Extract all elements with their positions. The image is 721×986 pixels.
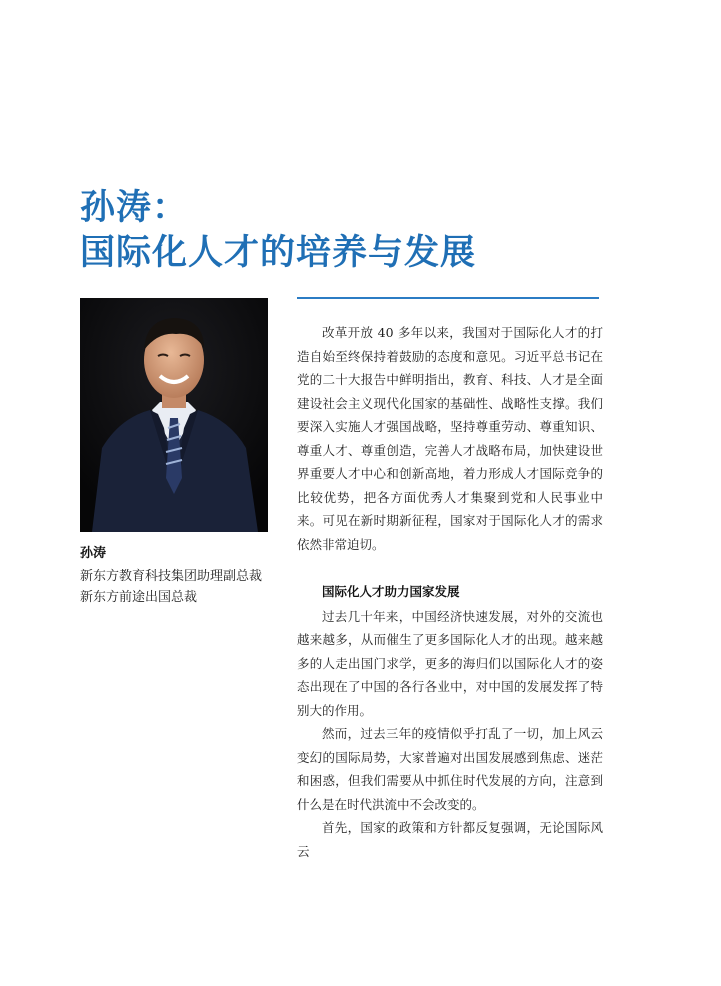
person-role-1: 新东方教育科技集团助理副总裁 xyxy=(80,569,263,584)
person-role-2: 新东方前途出国总裁 xyxy=(80,590,198,605)
section-heading: 国际化人才助力国家发展 xyxy=(322,584,460,599)
person-name: 孙涛 xyxy=(80,546,107,561)
paragraph-2: 过去几十年来，中国经济快速发展，对外的交流也越来越多，从而催生了更多国际化人才的出现。越来越多的人走出国门求学，更多的海归们以国际化人才的姿态出现在了中国的各行各业中，对中国的发展发挥了特别大的作用。 xyxy=(297,608,603,718)
article-title xyxy=(80,185,476,275)
portrait-photo xyxy=(80,298,268,532)
photo-caption xyxy=(80,544,262,608)
title-line-2: 国际化人才的培养与发展 xyxy=(80,232,477,273)
paragraph-4: 首先，国家的政策和方针都反复强调，无论国际风云 xyxy=(297,820,603,859)
divider-rule xyxy=(297,297,599,299)
title-line-1: 孙涛： xyxy=(80,187,189,228)
article-body xyxy=(297,321,603,863)
paragraph-3: 然而，过去三年的疫情似乎打乱了一切，加上风云变幻的国际局势，大家普遍对出国发展感到焦虑、迷茫和困惑，但我们需要从中抓住时代发展的方向，注意到什么是在时代洪流中不会改变的。 xyxy=(297,726,603,812)
paragraph-1: 改革开放 40 多年以来，我国对于国际化人才的打造自始至终保持着鼓励的态度和意见。习近平总书记在党的二十大报告中鲜明指出，教育、科技、人才是全面建设社会主义现代化国家的基础性、战略性支撑。我们要深入实施人才强国战略，坚持尊重劳动、尊重知识、尊重人才、尊重创造，完善人才战略布局，加快建设世界重要人才中心和创新高地，着力形成人才国际竞争的比较优势，把各方面优秀人才集聚到党和人民事业中来。可见在新时期新征程，国家对于国际化人才的需求依然非常迫切。 xyxy=(297,325,603,552)
